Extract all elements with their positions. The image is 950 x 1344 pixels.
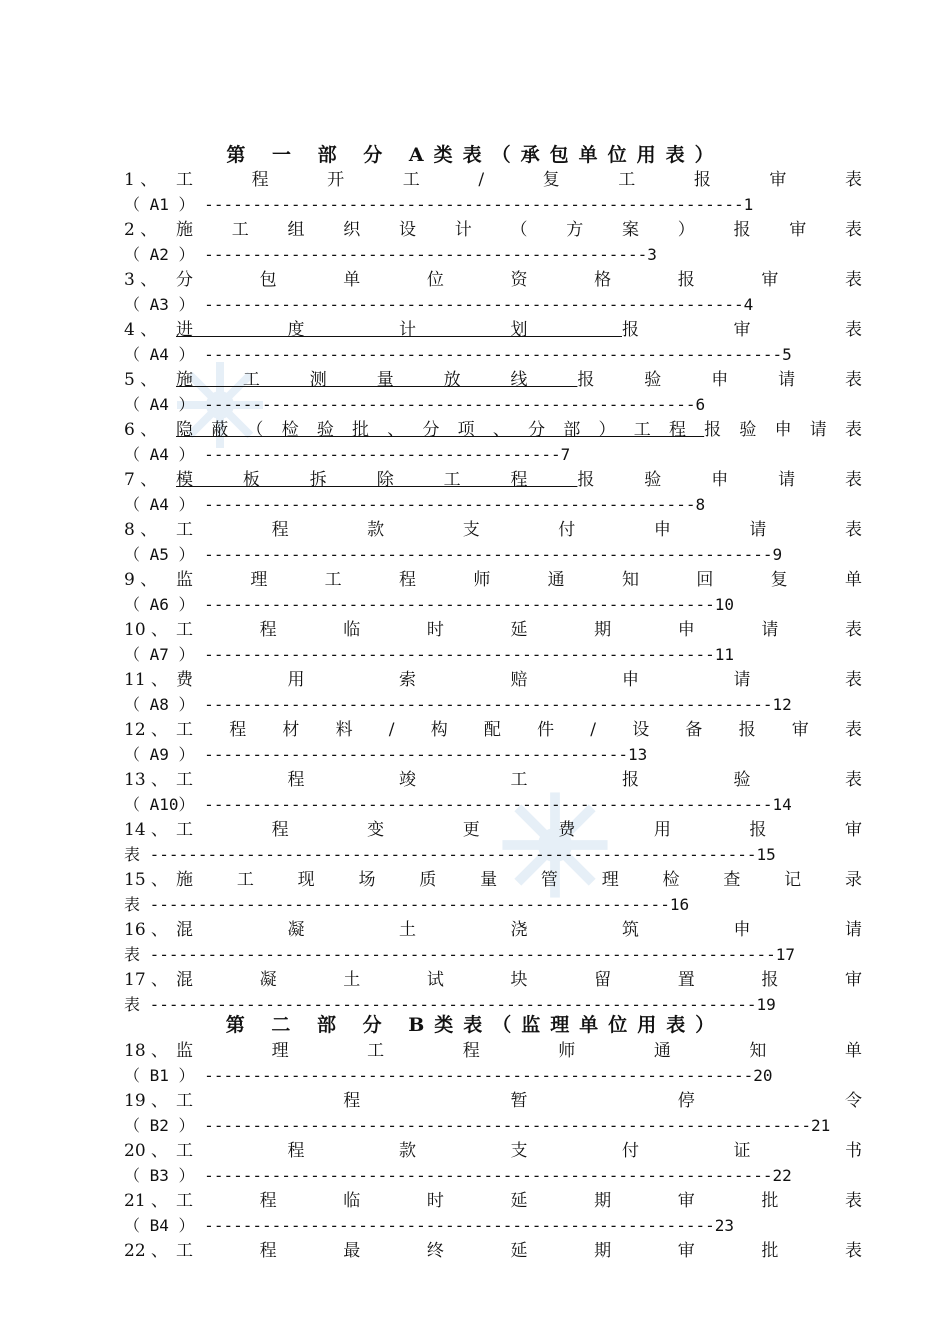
toc-leader-dashes: -----------------------------------------------------------	[194, 795, 773, 814]
toc-item-code: （ B3 ）	[124, 1166, 195, 1185]
toc-item-code: （ A4 ）	[124, 495, 195, 514]
toc-item-number: 8 、	[124, 520, 158, 540]
toc-item-text: 工程款支付证书	[176, 1141, 862, 1161]
toc-item-title	[176, 868, 862, 892]
toc-item	[124, 318, 862, 342]
toc-leader-dashes: -------------------------------------	[194, 445, 561, 464]
toc-item-underlined: 隐蔽（检验批、分项、分部）工程	[176, 420, 705, 440]
toc-item-text: 施工组织设计（方案）报审表	[176, 220, 862, 240]
toc-item-code: （ B2 ）	[124, 1116, 195, 1135]
toc-leader-dashes: ---------------------------------------------------------------	[194, 1116, 812, 1135]
toc-item-number: 16 、	[124, 920, 169, 940]
toc-item-text: 工程竣工报验表	[176, 770, 862, 790]
toc-item-page: 20	[753, 1066, 773, 1085]
toc-item-text: 工程材料/构配件/设备报审表	[176, 720, 862, 740]
toc-item-title	[176, 768, 862, 792]
toc-item-number: 10 、	[124, 620, 169, 640]
toc-item-title	[176, 1239, 862, 1263]
toc-item-title	[176, 1089, 862, 1113]
toc-item-code: （ A4 ）	[124, 345, 195, 364]
toc-leader-dashes: -----------------------------------------------------	[194, 595, 715, 614]
part2-title: 第 二 部 分 B类表（监理单位用表）	[225, 1014, 725, 1036]
toc-item	[124, 268, 862, 292]
toc-item-page: 7	[560, 445, 571, 464]
toc-item-text: 工程暂停令	[176, 1091, 862, 1111]
toc-item	[124, 218, 862, 242]
toc-item-text: 工程临时延期审批表	[176, 1191, 862, 1211]
toc-item-number: 12 、	[124, 720, 169, 740]
toc-item-number: 15 、	[124, 870, 169, 890]
toc-item-title	[176, 1189, 862, 1213]
toc-item-code: （ A2 ）	[124, 245, 195, 264]
toc-item-code: （ A9 ）	[124, 745, 195, 764]
toc-item-leader	[124, 1114, 864, 1138]
toc-item-page: 15	[756, 845, 776, 864]
toc-leader-dashes: ------------------------------------------------------------	[194, 345, 783, 364]
toc-leader-dashes: ---------------------------------------------------------------	[140, 845, 757, 864]
toc-item-leader	[124, 943, 864, 967]
toc-item-text: 报审表	[622, 320, 862, 340]
toc-item-leader	[124, 1214, 864, 1238]
toc-item	[124, 168, 862, 192]
toc-item	[124, 368, 862, 392]
toc-item-title	[176, 468, 862, 492]
toc-item-title	[176, 818, 862, 842]
toc-item-page: 21	[811, 1116, 831, 1135]
toc-item-number: 20 、	[124, 1141, 169, 1161]
toc-item-text: 报验申请表	[577, 370, 863, 390]
toc-item	[124, 1039, 862, 1063]
toc-item-code: （ A4 ）	[124, 445, 195, 464]
toc-item-code: 表	[124, 895, 141, 914]
toc-item	[124, 418, 862, 442]
part1-title: 第 一 部 分 A类表（承包单位用表）	[226, 144, 724, 166]
toc-item-title	[176, 968, 862, 992]
toc-item-title	[176, 418, 862, 442]
toc-item-text: 施工现场质量管理检查记录	[176, 870, 862, 890]
toc-item-number: 18 、	[124, 1041, 169, 1061]
toc-item-page: 14	[772, 795, 792, 814]
toc-item-page: 10	[714, 595, 734, 614]
toc-item-leader	[124, 443, 864, 467]
toc-item-code: （ A6 ）	[124, 595, 195, 614]
toc-item-code: （ B1 ）	[124, 1066, 195, 1085]
toc-item-title	[176, 318, 862, 342]
toc-item-underlined: 施工测量放线	[176, 370, 578, 390]
toc-item	[124, 918, 862, 942]
toc-leader-dashes: ---------------------------------------------------------------	[140, 995, 757, 1014]
toc-item-leader	[124, 243, 864, 267]
toc-item-text: 监理工程师通知回复单	[176, 570, 862, 590]
toc-item	[124, 1089, 862, 1113]
toc-item-page: 17	[775, 945, 796, 964]
toc-item	[124, 468, 862, 492]
toc-item-text: 监理工程师通知单	[176, 1041, 862, 1061]
toc-item-code: （ A3 ）	[124, 295, 195, 314]
toc-item-leader	[124, 1164, 864, 1188]
toc-item	[124, 1239, 862, 1263]
toc-item-number: 14 、	[124, 820, 169, 840]
toc-item	[124, 818, 862, 842]
toc-item-page: 11	[714, 645, 734, 664]
toc-item-number: 4 、	[124, 320, 158, 340]
toc-item	[124, 518, 862, 542]
toc-item-number: 17 、	[124, 970, 169, 990]
toc-leader-dashes: -----------------------------------------------------------	[194, 695, 773, 714]
toc-item-number: 3 、	[124, 270, 158, 290]
toc-item-number: 1 、	[124, 170, 158, 190]
toc-item-leader	[124, 343, 864, 367]
toc-leader-dashes: ---------------------------------------------------------	[194, 1066, 754, 1085]
toc-item-code: 表	[124, 845, 141, 864]
toc-item	[124, 668, 862, 692]
toc-leader-dashes: --------------------------------------------	[194, 745, 629, 764]
toc-leader-dashes: --------------------------------------------------------	[194, 195, 744, 214]
toc-item-page: 8	[695, 495, 706, 514]
toc-item-leader	[124, 193, 864, 217]
toc-item-text: 费用索赔申请表	[176, 670, 862, 690]
toc-item-title	[176, 218, 862, 242]
toc-item	[124, 718, 862, 742]
toc-item-page: 4	[743, 295, 754, 314]
toc-item-leader	[124, 743, 864, 767]
toc-item-title	[176, 568, 862, 592]
toc-leader-dashes: -----------------------------------------------------------------	[140, 945, 776, 964]
toc-item-page: 1	[743, 195, 754, 214]
toc-item-leader	[124, 843, 864, 867]
toc-item-title	[176, 618, 862, 642]
toc-item-text: 分包单位资格报审表	[176, 270, 862, 290]
toc-leader-dashes: -----------------------------------------------------------	[194, 1166, 773, 1185]
toc-item-title	[176, 1139, 862, 1163]
toc-item-leader	[124, 793, 864, 817]
toc-item	[124, 618, 862, 642]
toc-item-title	[176, 718, 862, 742]
toc-item-title	[176, 668, 862, 692]
toc-item-code: （ A10）	[124, 795, 195, 814]
toc-item-number: 9 、	[124, 570, 158, 590]
toc-leader-dashes: ----------------------------------------------	[194, 245, 648, 264]
toc-item-title	[176, 1039, 862, 1063]
toc-item-code: （ B4 ）	[124, 1216, 195, 1235]
toc-item-leader	[124, 593, 864, 617]
toc-item-page: 16	[669, 895, 690, 914]
toc-item-text: 报验申请表	[577, 470, 863, 490]
toc-item-number: 5 、	[124, 370, 158, 390]
toc-item-title	[176, 168, 862, 192]
toc-item-leader	[124, 643, 864, 667]
toc-item-number: 11 、	[124, 670, 169, 690]
toc-item-leader	[124, 393, 864, 417]
toc-item	[124, 1189, 862, 1213]
toc-item-code: （ A4 ）	[124, 395, 195, 414]
toc-item-page: 6	[695, 395, 706, 414]
toc-item-text: 工程临时延期申请表	[176, 620, 862, 640]
toc-item-leader	[124, 693, 864, 717]
toc-item-code: 表	[124, 995, 141, 1014]
toc-leader-dashes: -----------------------------------------------------------	[194, 545, 773, 564]
toc-item-underlined: 模板拆除工程	[176, 470, 578, 490]
toc-leader-dashes: ------------------------------------------------------	[140, 895, 670, 914]
toc-item-page: 22	[772, 1166, 792, 1185]
toc-item-title	[176, 368, 862, 392]
toc-item-code: 表	[124, 945, 141, 964]
toc-item-number: 2 、	[124, 220, 158, 240]
toc-item-code: （ A1 ）	[124, 195, 195, 214]
toc-item-page: 23	[714, 1216, 734, 1235]
toc-item	[124, 868, 862, 892]
toc-item-page: 3	[647, 245, 657, 264]
toc-item-leader	[124, 543, 864, 567]
toc-item	[124, 568, 862, 592]
toc-item-text: 工程变更费用报审	[176, 820, 862, 840]
toc-leader-dashes: -----------------------------------------------------	[194, 1216, 715, 1235]
toc-item	[124, 968, 862, 992]
toc-item-page: 5	[782, 345, 792, 364]
toc-item-page: 13	[628, 745, 648, 764]
toc-leader-dashes: ---------------------------------------------------	[194, 495, 696, 514]
toc-item	[124, 768, 862, 792]
toc-item-leader	[124, 293, 864, 317]
toc-item-text: 混凝土试块留置报审	[176, 970, 862, 990]
toc-item-page: 9	[772, 545, 783, 564]
toc-item-code: （ A5 ）	[124, 545, 195, 564]
toc-leader-dashes: --------------------------------------------------------	[194, 295, 744, 314]
toc-item-number: 19 、	[124, 1091, 169, 1111]
toc-item-number: 21 、	[124, 1191, 169, 1211]
toc-item-number: 6 、	[124, 420, 158, 440]
toc-item-number: 13 、	[124, 770, 169, 790]
toc-item-code: （ A8 ）	[124, 695, 195, 714]
toc-item-number: 22 、	[124, 1241, 169, 1261]
toc-item-page: 19	[756, 995, 776, 1014]
toc-item-title	[176, 518, 862, 542]
toc-item-page: 12	[772, 695, 792, 714]
toc-leader-dashes: ---------------------------------------------------	[194, 395, 696, 414]
toc-item-leader	[124, 893, 864, 917]
toc-item-code: （ A7 ）	[124, 645, 195, 664]
toc-item	[124, 1139, 862, 1163]
toc-item-text: 报验申请表	[704, 420, 863, 440]
toc-item-leader	[124, 1064, 864, 1088]
toc-item-text: 工程最终延期审批表	[176, 1241, 862, 1261]
toc-item-leader	[124, 493, 864, 517]
toc-item-text: 混凝土浇筑申请	[176, 920, 862, 940]
toc-item-title	[176, 918, 862, 942]
toc-item-title	[176, 268, 862, 292]
toc-item-text: 工程开工/复工报审表	[176, 170, 862, 190]
toc-item-number: 7 、	[124, 470, 158, 490]
toc-item-text: 工程款支付申请表	[176, 520, 862, 540]
toc-item-underlined: 进度计划	[176, 320, 622, 340]
toc-leader-dashes: -----------------------------------------------------	[194, 645, 715, 664]
